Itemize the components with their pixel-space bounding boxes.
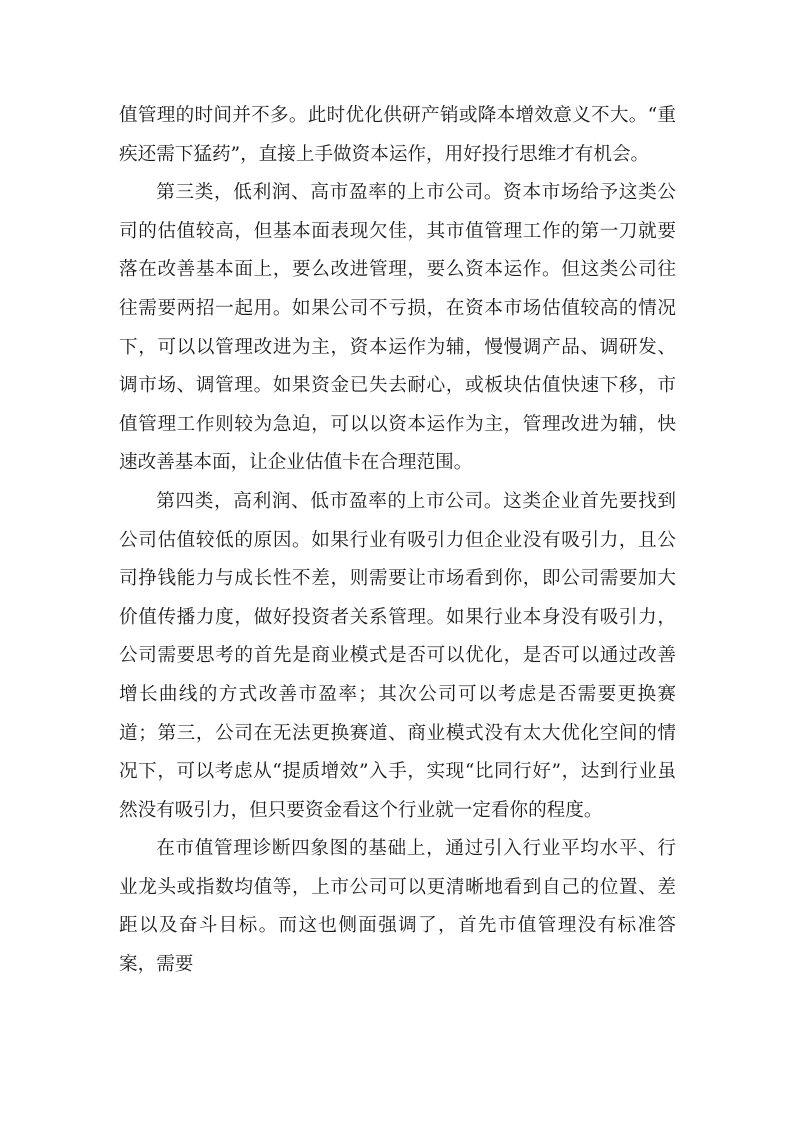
document-body <box>119 97 676 985</box>
paragraph-quadrant-diagnosis: 在市值管理诊断四象图的基础上，通过引入行业平均水平、行业龙头或指数均值等，上市公司可以更清晰地看到自己的位置、差距以及奋斗目标。而这也侧面强调了，首先市值管理没有标准答案，需要 <box>119 838 676 976</box>
paragraph-continuation: 值管理的时间并不多。此时优化供研产销或降本增效意义不大。“重疾还需下猛药”，直接上手做资本运作，用好投行思维才有机会。 <box>119 105 676 165</box>
paragraph-third-category: 第三类，低利润、高市盈率的上市公司。资本市场给予这类公司的估值较高，但基本面表现欠佳，其市值管理工作的第一刀就要落在改善基本面上，要么改进管理，要么资本运作。但这类公司往往需要两招一起用。如果公司不亏损，在资本市场估值较高的情况下，可以以管理改进为主，资本运作为辅，慢慢调产品、调研发、调市场、调管理。如果资金已失去耐心，或板块估值快速下移，市值管理工作则较为急迫，可以以资本运作为主，管理改进为辅，快速改善基本面，让企业估值卡在合理范围。 <box>119 182 676 474</box>
paragraph-fourth-category: 第四类，高利润、低市盈率的上市公司。这类企业首先要找到公司估值较低的原因。如果行业有吸引力但企业没有吸引力，且公司挣钱能力与成长性不差，则需要让市场看到你，即公司需要加大价值传播力度，做好投资者关系管理。如果行业本身没有吸引力，公司需要思考的首先是商业模式是否可以优化，是否可以通过改善增长曲线的方式改善市盈率；其次公司可以考虑是否需要更换赛道；第三，公司在无法更换赛道、商业模式没有太大优化空间的情况下，可以考虑从“提质增效”入手，实现“比同行好”，达到行业虽然没有吸引力，但只要资金看这个行业就一定看你的程度。 <box>119 490 676 821</box>
